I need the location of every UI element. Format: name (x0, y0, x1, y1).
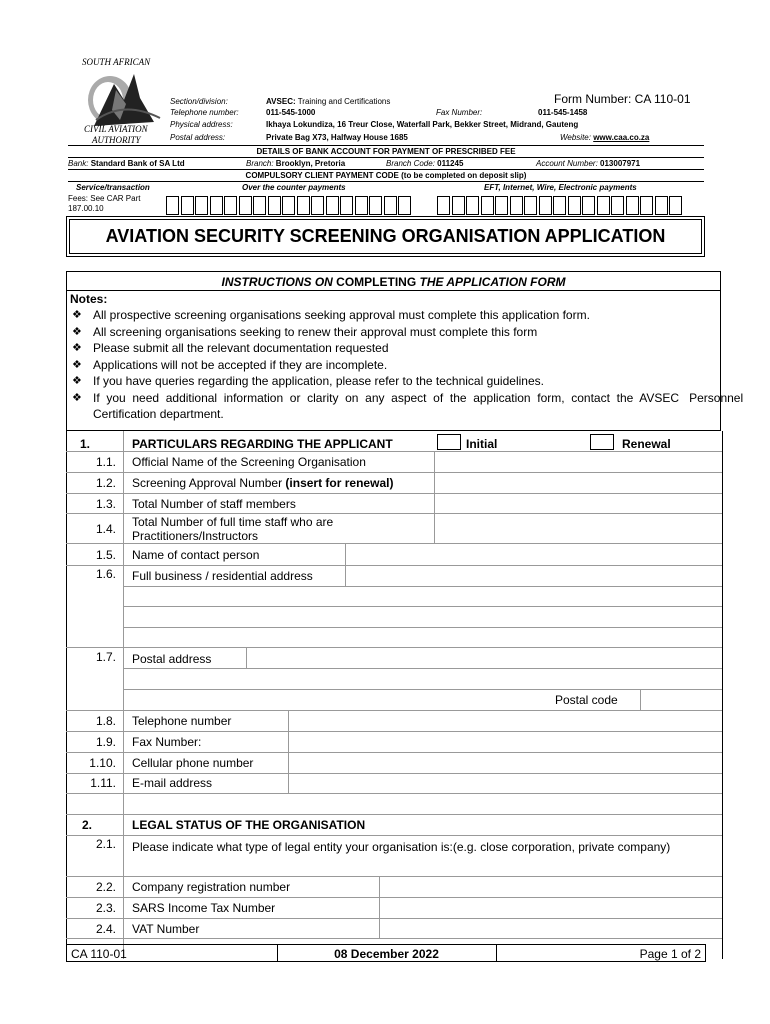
legal-entity-label: Please indicate what type of legal entity your organisation is:(e.g. close corporation, private company) (132, 840, 671, 854)
row-number: 1.11. (90, 776, 116, 790)
total-staff-label: Total Number of staff members (132, 497, 296, 511)
eft-payments-label: EFT, Internet, Wire, Electronic payments (484, 183, 637, 192)
row-number: 2.2. (95, 880, 116, 894)
payment-code-cell[interactable] (224, 196, 237, 215)
vat-number-input[interactable] (380, 919, 721, 938)
company-registration-label: Company registration number (132, 880, 291, 894)
telephone-label: Telephone number: (170, 108, 239, 117)
payment-code-cell[interactable] (253, 196, 266, 215)
physical-address-value: Ikhaya Lokundiza, 16 Treur Close, Waterfall Park, Bekker Street, Midrand, Gauteng (266, 120, 579, 129)
payment-code-cell[interactable] (568, 196, 581, 215)
email-input[interactable] (289, 774, 721, 793)
company-registration-input[interactable] (380, 877, 721, 897)
fax-label: Fax Number: (436, 108, 483, 117)
telephone-value: 011-545-1000 (266, 108, 316, 117)
payment-code-cell[interactable] (282, 196, 295, 215)
section-1-number: 1. (80, 437, 91, 451)
payment-code-cell[interactable] (268, 196, 281, 215)
payment-code-title: COMPULSORY CLIENT PAYMENT CODE (to be completed on deposit slip) (245, 171, 527, 180)
payment-code-cell[interactable] (669, 196, 682, 215)
payment-code-cell[interactable] (166, 196, 179, 215)
payment-code-cell[interactable] (553, 196, 566, 215)
payment-code-cell[interactable] (582, 196, 595, 215)
renewal-label: Renewal (622, 437, 671, 451)
postal-address-label: Postal address: (170, 133, 226, 142)
section-2-number: 2. (82, 818, 93, 832)
cellular-input[interactable] (289, 753, 721, 773)
row-number: 1.7. (95, 650, 116, 664)
payment-code-cell[interactable] (510, 196, 523, 215)
note-item: ❖ If you need additional information or clarity on any aspect of the application form, contact the AVSEC Personnel (72, 390, 744, 405)
payment-code-cell[interactable] (640, 196, 653, 215)
payment-code-cell[interactable] (311, 196, 324, 215)
footer-form-code: CA 110-01 (71, 947, 127, 961)
note-item-continued: Certification department. (93, 407, 224, 421)
row-number: 1.8. (95, 714, 116, 728)
telephone-number-label: Telephone number (132, 714, 232, 728)
payment-code-cell[interactable] (210, 196, 223, 215)
payment-code-cell[interactable] (297, 196, 310, 215)
payment-code-cell[interactable] (481, 196, 494, 215)
bank-branch-code: Branch Code: 011245 (386, 159, 464, 168)
payment-code-cell[interactable] (369, 196, 382, 215)
email-address-label: E-mail address (132, 776, 213, 790)
business-address-label: Full business / residential address (132, 569, 313, 583)
bank-name: Bank: Standard Bank of SA Ltd (68, 159, 185, 168)
fees-line-2: 187.00.10 (68, 204, 104, 213)
note-item: ❖ Please submit all the relevant documentation requested (72, 341, 389, 355)
page-title: AVIATION SECURITY SCREENING ORGANISATION APPLICATION (105, 226, 666, 246)
official-name-label: Official Name of the Screening Organisation (132, 455, 366, 469)
note-item: ❖ Applications will not be accepted if they are incomplete. (72, 357, 388, 372)
payment-code-cell[interactable] (655, 196, 668, 215)
section-value: AVSEC: Training and Certifications (266, 97, 391, 106)
cellular-number-label: Cellular phone number (132, 756, 254, 770)
payment-code-cell[interactable] (611, 196, 624, 215)
postal-address-input[interactable] (247, 648, 721, 668)
form-number: Form Number: CA 110-01 (554, 92, 691, 106)
counter-payments-label: Over the counter payments (242, 183, 346, 192)
logo-bottom-text-1: CIVIL AVIATION (84, 124, 148, 134)
fulltime-staff-label: Total Number of full time staff who are Practitioners/Instructors (132, 515, 334, 543)
row-number: 2.3. (95, 901, 116, 915)
postal-code-input[interactable] (641, 690, 721, 710)
fax-number-label: Fax Number: (132, 735, 202, 749)
physical-address-label: Physical address: (170, 120, 233, 129)
contact-person-label: Name of contact person (132, 548, 260, 562)
payment-code-cell[interactable] (384, 196, 397, 215)
logo-emblem-icon (84, 70, 164, 130)
bank-account-number: Account Number: 013007971 (536, 159, 641, 168)
postal-address-label: Postal address (132, 652, 212, 666)
approval-number-label: Screening Approval Number (insert for renewal) (132, 476, 394, 490)
row-number: 1.4. (95, 522, 116, 536)
notes-label: Notes: (70, 292, 108, 306)
postal-code-label: Postal code (555, 693, 618, 707)
total-staff-input[interactable] (435, 494, 721, 513)
logo-top-text: SOUTH AFRICAN (82, 57, 151, 67)
fees-line-1: Fees: See CAR Part (68, 194, 141, 203)
initial-checkbox[interactable] (437, 434, 461, 450)
payment-code-cell[interactable] (239, 196, 252, 215)
payment-code-cell[interactable] (181, 196, 194, 215)
bank-branch: Branch: Brooklyn, Pretoria (246, 159, 346, 168)
instructions-heading: INSTRUCTIONS ON COMPLETING THE APPLICATION FORM (221, 275, 566, 289)
payment-code-cell[interactable] (452, 196, 465, 215)
initial-label: Initial (466, 437, 498, 451)
payment-code-cell[interactable] (437, 196, 450, 215)
renewal-checkbox[interactable] (590, 434, 614, 450)
payment-code-cell[interactable] (355, 196, 368, 215)
footer-date: 08 December 2022 (334, 947, 439, 961)
payment-code-cell[interactable] (626, 196, 639, 215)
payment-code-cell[interactable] (597, 196, 610, 215)
note-item: ❖ All prospective screening organisations seeking approval must complete this application form. (72, 308, 590, 322)
section-label: Section/division: (170, 97, 228, 106)
payment-code-cell[interactable] (539, 196, 552, 215)
row-number: 1.6. (95, 567, 116, 581)
business-address-input[interactable] (346, 566, 721, 586)
postal-address-value: Private Bag X73, Halfway House 1685 (266, 133, 408, 142)
row-number: 1.1. (95, 455, 116, 469)
row-number: 1.10. (89, 756, 116, 770)
sars-tax-label: SARS Income Tax Number (132, 901, 276, 915)
notes-list (70, 307, 744, 423)
vat-number-label: VAT Number (132, 922, 200, 936)
footer-page: Page 1 of 2 (639, 947, 701, 961)
row-number: 1.9. (95, 735, 116, 749)
payment-code-cell[interactable] (398, 196, 411, 215)
row-number: 1.5. (95, 548, 116, 562)
service-transaction-label: Service/transaction (76, 183, 150, 192)
bank-details-title: DETAILS OF BANK ACCOUNT FOR PAYMENT OF PRESCRIBED FEE (256, 147, 516, 156)
note-item: ❖ If you have queries regarding the application, please refer to the technical guidelines. (72, 374, 544, 388)
payment-code-cell[interactable] (340, 196, 353, 215)
row-number: 1.3. (95, 497, 116, 511)
payment-code-cell[interactable] (466, 196, 479, 215)
official-name-input[interactable] (435, 452, 721, 472)
fulltime-staff-input[interactable] (435, 514, 721, 543)
row-number: 2.1. (95, 837, 116, 851)
row-number: 1.2. (95, 476, 116, 490)
logo-bottom-text-2: AUTHORITY (92, 135, 141, 145)
payment-code-cell[interactable] (495, 196, 508, 215)
legal-entity-input[interactable] (124, 856, 721, 876)
note-item: ❖ All screening organisations seeking to renew their approval must complete this form (72, 324, 538, 339)
fax-value: 011-545-1458 (538, 108, 588, 117)
sars-tax-input[interactable] (380, 898, 721, 918)
section-2-title: LEGAL STATUS OF THE ORGANISATION (132, 818, 366, 832)
payment-code-cell[interactable] (326, 196, 339, 215)
fax-input[interactable] (289, 732, 721, 752)
payment-code-cell[interactable] (195, 196, 208, 215)
section-1-title: PARTICULARS REGARDING THE APPLICANT (132, 437, 393, 451)
website-link[interactable]: www.caa.co.za (593, 133, 650, 142)
website: Website: www.caa.co.za (560, 133, 650, 142)
contact-person-input[interactable] (346, 544, 721, 565)
payment-code-cell[interactable] (524, 196, 537, 215)
row-number: 2.4. (95, 922, 116, 936)
approval-number-input[interactable] (435, 473, 721, 493)
telephone-input[interactable] (289, 711, 721, 731)
